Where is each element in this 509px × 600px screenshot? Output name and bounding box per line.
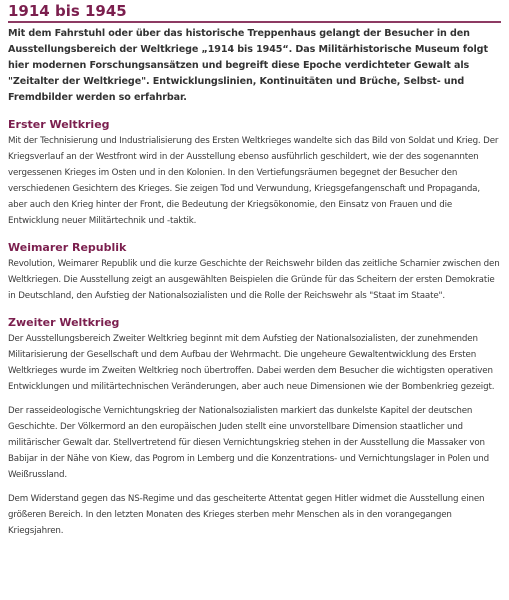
section-erster-weltkrieg (8, 117, 501, 229)
section-heading: Weimarer Republik (8, 241, 127, 254)
section-paragraph: Der Ausstellungsbereich Zweiter Weltkrieg beginnt mit dem Aufstieg der Nationalsozialisten, der zunehmenden Militarisierung der Gesellschaft und dem Aufbau der Wehrmacht. Die ungeheure Gewaltentwicklung des Ersten Weltkrieges wurde im Zweiten Weltkrieg noch übertroffen. Dabei werden dem Besucher die wichtigsten operativen Entwicklungen und militärtechnischen Veränderungen, aber auch neue Dimensionen wie der Bombenkrieg gezeigt. (8, 334, 495, 392)
section-paragraph: Dem Widerstand gegen das NS-Regime und das gescheiterte Attentat gegen Hitler widmet die Ausstellung einen größeren Bereich. In den letzten Monaten des Krieges sterben mehr Menschen als in den vorangegangen Kriegsjahren. (8, 494, 485, 536)
article (8, 0, 501, 539)
section-paragraph: Revolution, Weimarer Republik und die kurze Geschichte der Reichswehr bilden das zeitliche Scharnier zwischen den Weltkriegen. Die Ausstellung zeigt an ausgewählten Beispielen die Gründe für das Scheitern der ersten Demokratie in Deutschland, den Aufstieg der Nationalsozialisten und die Rolle der Reichswehr als "Staat im Staate". (8, 259, 500, 301)
spacer (8, 483, 501, 491)
title-divider (8, 21, 501, 23)
section-paragraph: Der rasseideologische Vernichtungskrieg der Nationalsozialisten markiert das dunkelste Kapitel der deutschen Geschichte. Der Völkermord an den europäischen Juden stellt eine unvorstellbare Dimension staatlicher und militärischer Gewalt dar. Stellvertretend für diesen Vernichtungskrieg stehen in der Ausstellung die Massaker von Babijar in der Nähe von Kiew, das Pogrom in Lemberg und die Konzentrations- und Vernichtungslager in Polen und Weißrussland. (8, 406, 490, 480)
section-zweiter-weltkrieg (8, 315, 501, 539)
section-heading: Erster Weltkrieg (8, 118, 110, 131)
page-title: 1914 bis 1945 (8, 2, 127, 20)
spacer (8, 106, 501, 117)
section-heading: Zweiter Weltkrieg (8, 316, 120, 329)
spacer (8, 395, 501, 403)
section-paragraph: Mit der Technisierung und Industrialisierung des Ersten Weltkrieges wandelte sich das Bild von Soldat und Krieg. Der Kriegsverlauf an der Westfront wird in der Ausstellung ebenso ausführlich geschildert, wie der des sogenannten vergessenen Krieges im Osten und in den Kolonien. In den Vertiefungsräumen begegnet der Besucher den verschiedenen Gesichtern des Krieges. Sie zeigen Tod und Verwundung, Kriegsgefangenschaft und Propaganda, aber auch den Krieg hinter der Front, die Bedeutung der Kriegsökonomie, den Einsatz von Frauen und die Entwicklung neuer Militärtechnik und -taktik. (8, 136, 499, 226)
intro-paragraph: Mit dem Fahrstuhl oder über das historische Treppenhaus gelangt der Besucher in den Ausstellungsbereich der Weltkriege „1914 bis 1945“. Das Militärhistorische Museum folgt hier modernen Forschungsansätzen und begreift diese Epoche verdichteter Gewalt als "Zeitalter der Weltkriege". Entwicklungslinien, Kontinuitäten und Brüche, Selbst- und Fremdbilder werden so erfahrbar. (8, 28, 488, 103)
spacer (8, 304, 501, 315)
spacer (8, 229, 501, 240)
section-weimarer-republik (8, 240, 501, 304)
